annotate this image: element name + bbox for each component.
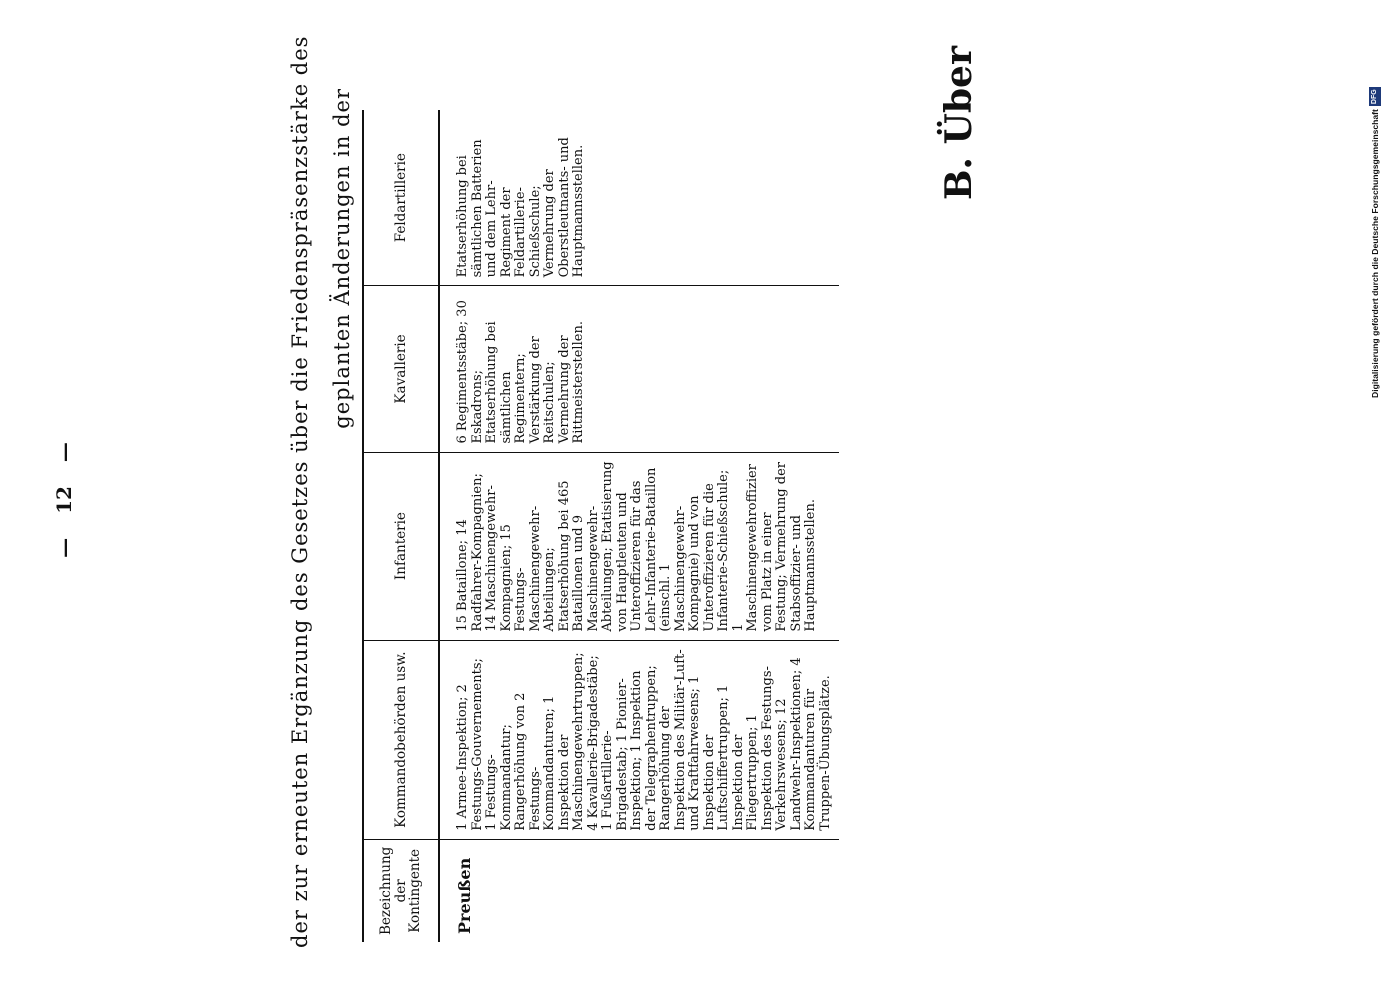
row-label-preussen: Preußen [455, 857, 474, 934]
cell-kommandobehoerden: 1 Armee-Inspektion; 2 Festungs-Gouvernements; 1 Festungs-Kommandantur; Rangerhöhung von 2 Festungs-Kommandanturen; 1 Inspektion der Maschinengewehrtruppen; 4 Kavallerie-Brigadestäbe; 1 Fußartillerie-Brigadestab; 1 Pionier-Inspektion; 1 Inspektion der Telegraphentruppen; Rangerhöhung der Inspektion des Militär-Luft- und Kraftfahrwesens; 1 Inspektion der Luftschiffertruppen; 1 Inspektion der Fliegertruppen; 1 Inspektion des Festungs-Verkehrswesens; 12 Landwehr-Inspektionen; 4 Kommandanturen für Truppen-Übungsplätze. [439, 640, 839, 839]
page-number: — 12 — [52, 442, 76, 558]
title-wrap [934, 46, 984, 200]
header-feldartillerie: Feldartillerie [363, 110, 439, 286]
cell-kavallerie: 6 Regimentsstäbe; 30 Eskadrons; Etatserhöhung bei sämtlichen Regimentern; Verstärkung der Reitschulen; Vermehrung der Rittmeisterstellen. [439, 286, 839, 452]
dfg-note-text: Digitalisierung gefördert durch die Deutsche Forschungsgemeinschaft [1370, 109, 1380, 398]
rotated-page [270, 35, 1370, 960]
subtitle-line-2: geplanten Änderungen in der [330, 88, 354, 429]
header-kommandobehoerden: Kommandobehörden usw. [363, 640, 439, 839]
cell-infanterie: 15 Bataillone; 14 Radfahrer-Kompagnien; 14 Maschinengewehr-Kompagnien; 15 Festungs-Maschinengewehr-Abteilungen; Etatserhöhung bei 465 Bataillonen und 9 Maschinengewehr-Abteilungen; Etatisierung von Hauptleuten und Unteroffizieren für das Lehr-Infanterie-Bataillon (einschl. 1 Maschinengewehr-Kompagnie) und von Unteroffizieren für die Infanterie-Schießschule; 1 Maschinengewehroffizier vom Platz in einer Festung; Vermehrung der Stabsoffizier- und Hauptmannsstellen. [439, 452, 839, 640]
strength-table [362, 110, 839, 942]
page-number-text: 12 [52, 486, 76, 514]
table-header-row [363, 110, 439, 942]
header-kavallerie: Kavallerie [363, 286, 439, 452]
table-row [439, 110, 839, 942]
header-kontingente: Bezeichnung der Kontingente [363, 839, 439, 942]
header-infanterie: Infanterie [363, 452, 439, 640]
page-title: B. Über [938, 46, 980, 200]
dfg-logo: DFG [1369, 87, 1381, 106]
dfg-note [1368, 6, 1382, 398]
cell-feldartillerie: Etatserhöhung bei sämtlichen Batterien und dem Lehr-Regiment der Feldartillerie-Schießschule; Vermehrung der Oberstleutnants- und Hauptmannsstellen. [439, 110, 839, 286]
subtitle-line-1: der zur erneuten Ergänzung des Gesetzes über die Friedenspräsenzstärke des [288, 35, 312, 948]
